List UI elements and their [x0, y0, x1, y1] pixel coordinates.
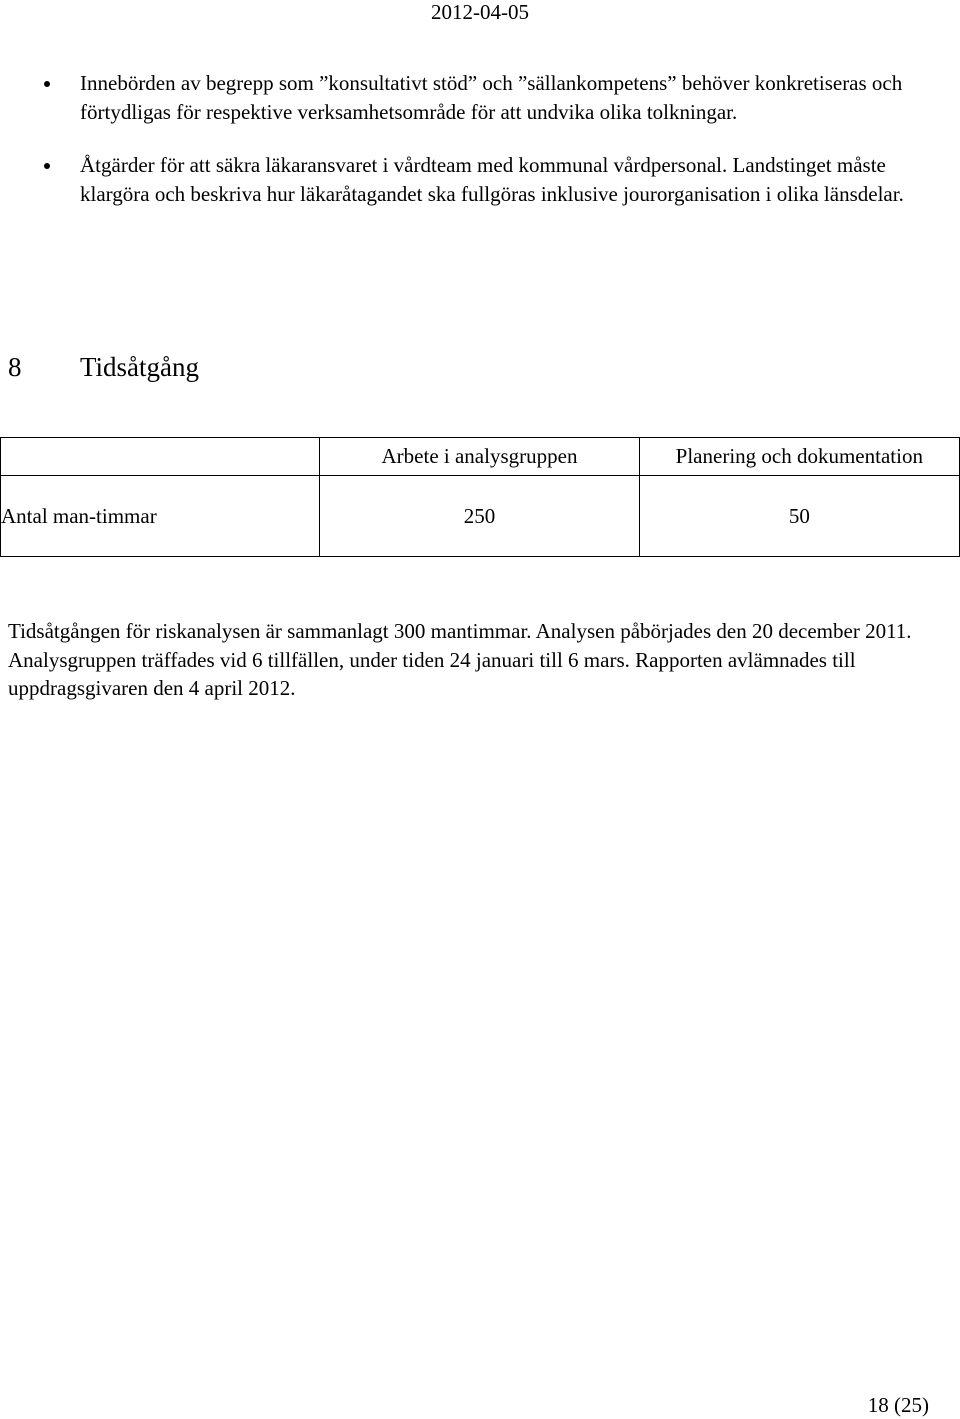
list-item: [0, 151, 960, 208]
bullet-list: [0, 69, 960, 208]
table-header-cell: Arbete i analysgruppen: [320, 438, 639, 476]
section-heading: [8, 350, 199, 384]
table-header-cell: [1, 438, 320, 476]
bullet-icon: [44, 81, 50, 87]
table-cell: 50: [639, 476, 959, 557]
table-row: [1, 476, 960, 557]
table-header-row: [1, 438, 960, 476]
summary-paragraph: Tidsåtgången för riskanalysen är sammanlagt 300 mantimmar. Analysen påbörjades den 20 december 2011. Analysgruppen träffades vid 6 tillfällen, under tiden 24 januari till 6 mars. Rapporten avlämnades till uppdragsgivaren den 4 april 2012.: [8, 619, 912, 700]
bullet-icon: [44, 163, 50, 169]
bullet-text: Åtgärder för att säkra läkaransvaret i vårdteam med kommunal vårdpersonal. Landstinget måste klargöra och beskriva hur läkaråtagandet ska fullgöras inklusive jourorganisation i olika länsdelar.: [80, 153, 904, 206]
section-number: 8: [8, 352, 22, 382]
row-label: Antal man-timmar: [1, 476, 320, 557]
time-table: [0, 437, 960, 557]
table-cell: 250: [320, 476, 639, 557]
table-header-cell: Planering och dokumentation: [639, 438, 959, 476]
section-title: Tidsåtgång: [80, 352, 200, 382]
list-item: [0, 69, 960, 126]
page-number: 18 (25): [867, 1393, 929, 1417]
bullet-text: Innebörden av begrepp som ”konsultativt stöd” och ”sällankompetens” behöver konkretiseras och förtydligas för respektive verksamhetsområde för att undvika olika tolkningar.: [80, 71, 903, 124]
header-date: 2012-04-05: [431, 0, 529, 24]
